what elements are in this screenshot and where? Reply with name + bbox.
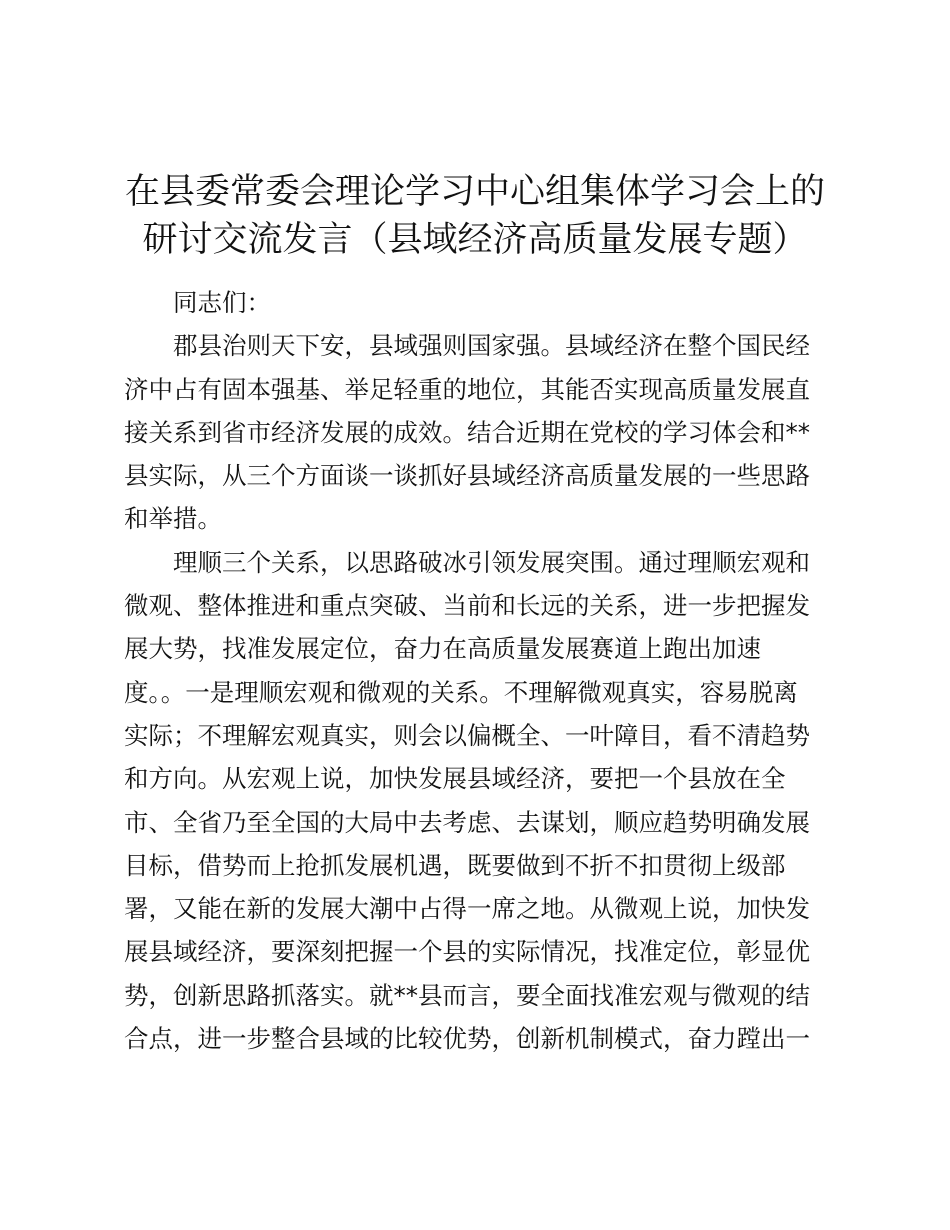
body-line: 微观、整体推进和重点突破、当前和长远的关系，进一步把握发 [124, 591, 810, 621]
body-line: 署，又能在新的发展大潮中占得一席之地。从微观上说，加快发 [124, 894, 810, 924]
body-line: 合点，进一步整合县域的比较优势，创新机制模式，奋力蹚出一 [124, 1024, 810, 1054]
title-line-1: 在县委常委会理论学习中心组集体学习会上的 [124, 172, 825, 212]
body-line: 展县域经济，要深刻把握一个县的实际情况，找准定位，彰显优 [124, 937, 810, 967]
body-line: 济中占有固本强基、举足轻重的地位，其能否实现高质量发展直 [124, 374, 810, 404]
body-line: 接关系到省市经济发展的成效。结合近期在党校的学习体会和** [124, 417, 810, 447]
body-line: 度。。一是理顺宏观和微观的关系。不理解微观真实，容易脱离 [124, 677, 798, 707]
body-line: 展大势，找准发展定位，奋力在高质量发展赛道上跑出加速 [124, 634, 761, 664]
body-line: 郡县治则天下安，县域强则国家强。县域经济在整个国民经 [173, 331, 810, 361]
body-line: 目标，借势而上抢抓发展机遇，既要做到不折不扣贯彻上级部 [124, 850, 786, 880]
body-line: 实际；不理解宏观真实，则会以偏概全、一叶障目，看不清趋势 [124, 720, 810, 750]
body-line: 理顺三个关系，以思路破冰引领发展突围。通过理顺宏观和 [173, 547, 810, 577]
body-line: 和方向。从宏观上说，加快发展县域经济，要把一个县放在全 [124, 764, 786, 794]
document-title [100, 168, 850, 264]
body-line: 和举措。 [124, 504, 222, 534]
body-line: 市、全省乃至全国的大局中去考虑、去谋划，顺应趋势明确发展 [124, 807, 810, 837]
salutation: 同志们： [173, 288, 271, 317]
body-line: 势，创新思路抓落实。就**县而言，要全面找准宏观与微观的结 [124, 980, 810, 1010]
body-line: 县实际，从三个方面谈一谈抓好县域经济高质量发展的一些思路 [124, 461, 810, 491]
title-line-2: 研讨交流发言（县域经济高质量发展专题） [142, 220, 808, 260]
document-body [124, 281, 824, 1060]
